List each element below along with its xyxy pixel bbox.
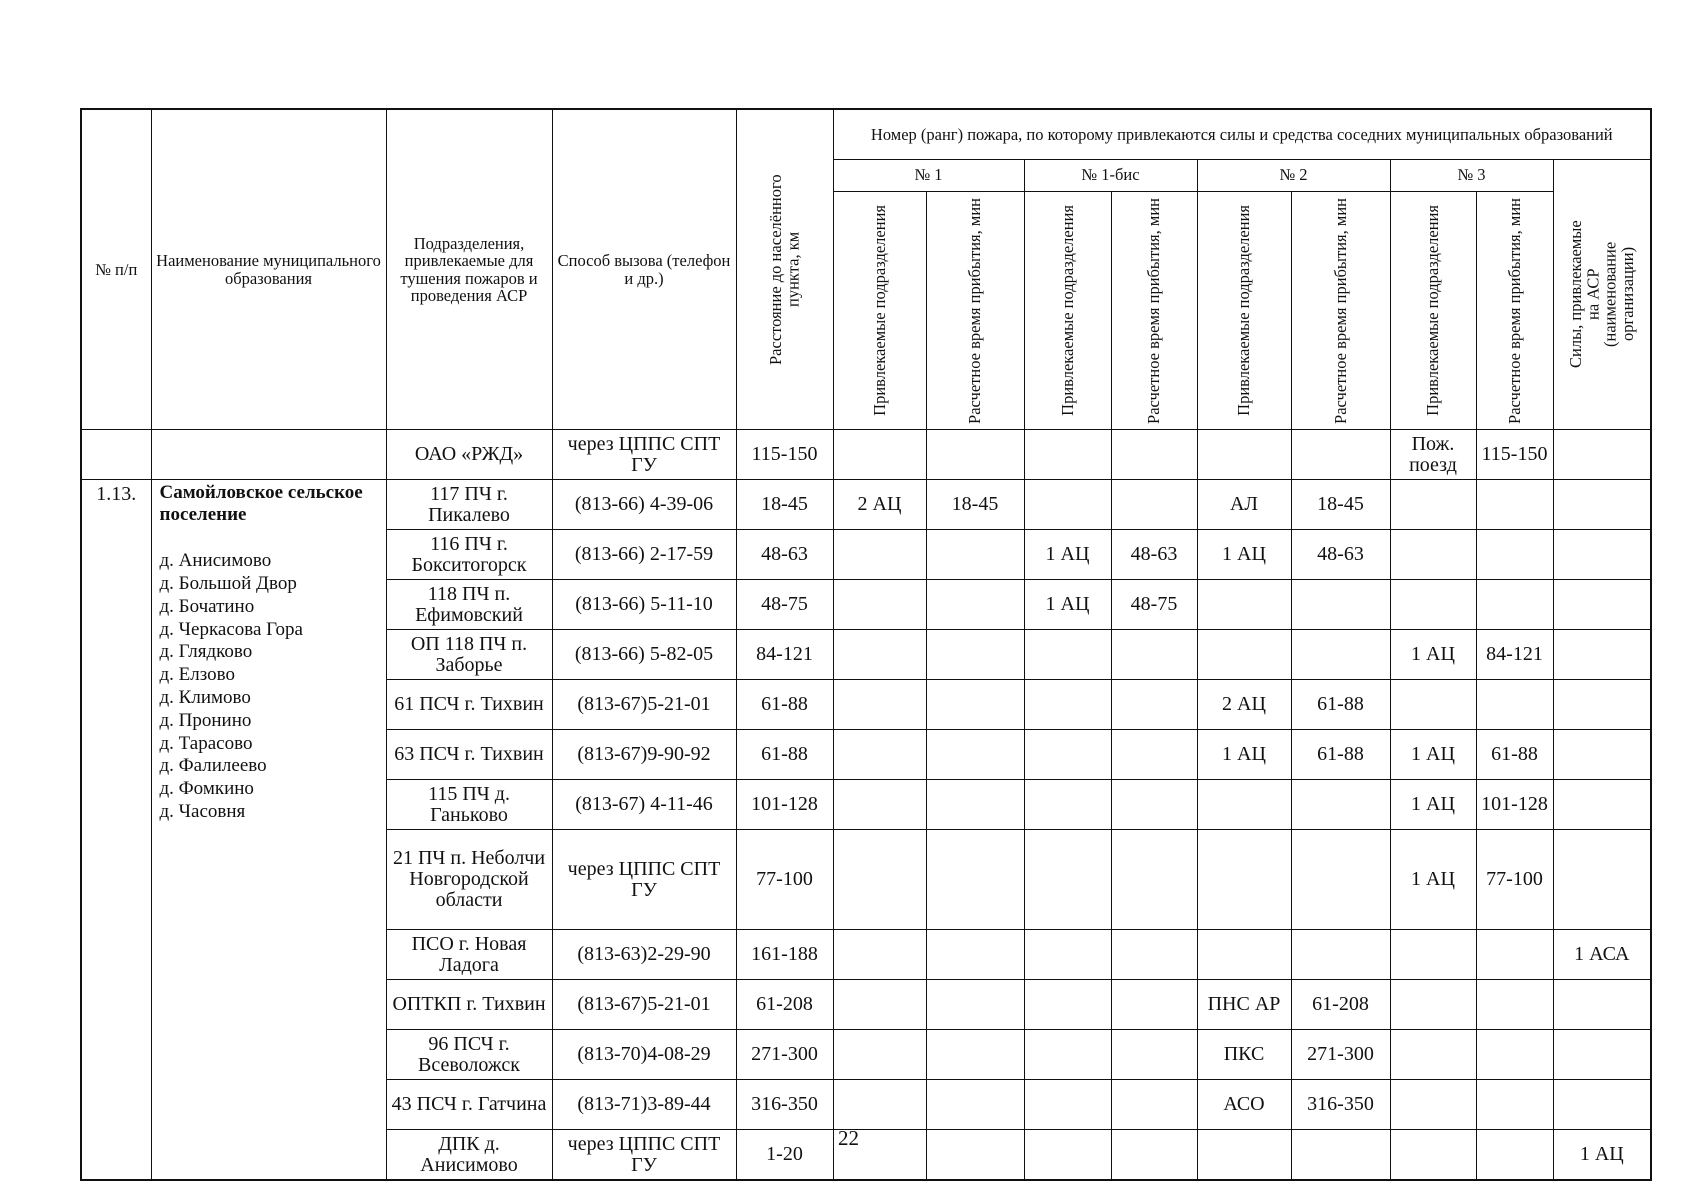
r3-time-header [1476,191,1553,430]
call-cell: (813-66) 2-17-59 [552,530,736,580]
r3-time-cell: 77-100 [1476,830,1553,930]
r1-units-cell [833,580,926,630]
r1b-units-cell [1024,1130,1111,1180]
municipality-cell [151,480,386,1180]
r2-units-cell [1197,580,1291,630]
village-item: д. Часовня [159,800,246,822]
sub-time-label: Расчетное время прибытия, мин [1504,197,1524,424]
empty-cell [1024,430,1111,480]
asr-cell [1553,730,1651,780]
r1b-time-cell: 48-75 [1111,580,1197,630]
call-cell: (813-66) 4-39-06 [552,480,736,530]
r2-units-cell: АСО [1197,1080,1291,1130]
village-item: д. Фомкино [159,778,254,800]
asr-cell [1553,630,1651,680]
r2-time-cell: 48-63 [1291,530,1390,580]
r1-units-cell [833,930,926,980]
village-item: д. Анисимово [159,550,272,572]
empty-cell [81,430,151,480]
distance-cell: 48-63 [736,530,833,580]
unit-cell: 61 ПСЧ г. Тихвин [386,680,552,730]
unit-cell: ОПТКП г. Тихвин [386,980,552,1030]
row-number: 1.13. [81,480,151,1180]
call-cell: через ЦППС СПТ ГУ [552,430,736,480]
r2-units-header [1197,191,1291,430]
r1-time-cell: 18-45 [926,480,1024,530]
unit-cell: 118 ПЧ п. Ефимовский [386,580,552,630]
sub-units-label: Привлекаемые подразделения [1057,205,1077,416]
r2-time-header [1291,191,1390,430]
call-cell: через ЦППС СПТ ГУ [552,1130,736,1180]
r1-units-cell [833,1080,926,1130]
r1-time-cell [926,1130,1024,1180]
r1-units-cell [833,680,926,730]
r1-time-cell [926,580,1024,630]
village-list [160,550,378,824]
sub-time-label: Расчетное время прибытия, мин [1144,197,1164,424]
village-item: д. Климово [159,686,251,708]
r2-time-cell: 271-300 [1291,1030,1390,1080]
village-item: д. Большой Двор [159,572,297,594]
unit-cell: 116 ПЧ г. Бокситогорск [386,530,552,580]
col-distance-header [736,109,833,430]
unit-cell: ПСО г. Новая Ладога [386,930,552,980]
asr-cell: 1 АЦ [1553,1130,1651,1180]
r3-units-cell [1390,1130,1476,1180]
r1b-time-cell [1111,480,1197,530]
r3-units-cell [1390,980,1476,1030]
r2-time-cell [1291,580,1390,630]
r2-time-cell [1291,1130,1390,1180]
empty-cell [1111,430,1197,480]
r1b-time-cell [1111,930,1197,980]
r2-units-cell [1197,830,1291,930]
distance-cell: 271-300 [736,1030,833,1080]
call-cell: (813-67)5-21-01 [552,980,736,1030]
r1b-time-cell [1111,630,1197,680]
r1b-time-cell [1111,680,1197,730]
distance-cell: 316-350 [736,1080,833,1130]
distance-cell: 115-150 [736,430,833,480]
call-cell: (813-70)4-08-29 [552,1030,736,1080]
distance-cell: 61-88 [736,730,833,780]
r1-time-cell [926,830,1024,930]
pre-row [81,430,1651,480]
distance-cell: 18-45 [736,480,833,530]
empty-cell [151,430,386,480]
village-item: д. Глядково [159,641,253,663]
village-item: д. Елзово [159,664,235,686]
page-number: 22 [838,1126,859,1150]
distance-cell: 61-208 [736,980,833,1030]
r3-units-cell [1390,530,1476,580]
col-call-header: Способ вызова (телефон и др.) [552,109,736,430]
r1b-units-cell [1024,730,1111,780]
unit-cell: 117 ПЧ г. Пикалево [386,480,552,530]
empty-cell [1197,430,1291,480]
r3-units-cell [1390,480,1476,530]
r1-units-cell [833,1030,926,1080]
r1b-units-cell [1024,1080,1111,1130]
asr-cell [1553,480,1651,530]
call-cell: (813-63)2-29-90 [552,930,736,980]
r1-time-cell [926,730,1024,780]
call-cell: (813-67) 4-11-46 [552,780,736,830]
col-name-header: Наименование муниципального образования [151,109,386,430]
distance-cell: 61-88 [736,680,833,730]
r2-units-cell [1197,930,1291,980]
r1-units-cell: 2 АЦ [833,480,926,530]
r2-time-cell: 18-45 [1291,480,1390,530]
r2-time-cell [1291,630,1390,680]
r1-units-cell [833,830,926,930]
r3-time-cell [1476,930,1553,980]
r1-units-cell [833,780,926,830]
r1-time-cell [926,930,1024,980]
r2-time-cell [1291,830,1390,930]
r1-units-cell [833,730,926,780]
r3-time-cell [1476,980,1553,1030]
distance-cell: 161-188 [736,930,833,980]
r3-units-cell [1390,1030,1476,1080]
r1b-units-cell: 1 АЦ [1024,580,1111,630]
village-item: д. Бочатино [159,595,255,617]
r1b-time-cell [1111,1130,1197,1180]
r2-units-cell: ПНС АР [1197,980,1291,1030]
r1-units-header [833,191,926,430]
asr-cell [1553,530,1651,580]
municipality-title: Самойловское сельское поселение [159,482,363,526]
rank-3-header: № 3 [1390,159,1553,191]
empty-cell [926,430,1024,480]
r3-units-cell: 1 АЦ [1390,830,1476,930]
r1b-units-cell [1024,980,1111,1030]
distance-cell: 77-100 [736,830,833,930]
r3-time-cell [1476,580,1553,630]
r1-time-cell [926,780,1024,830]
col-asr-label: Силы, привлекаемые на АСР (наименование организации) [1566,220,1638,369]
r3-units-cell: 1 АЦ [1390,780,1476,830]
r1b-units-header [1024,191,1111,430]
unit-cell: 115 ПЧ д. Ганьково [386,780,552,830]
call-cell: через ЦППС СПТ ГУ [552,830,736,930]
col-number-header: № п/п [81,109,151,430]
r1-time-cell [926,630,1024,680]
r3-time-cell: 101-128 [1476,780,1553,830]
unit-cell: ОАО «РЖД» [386,430,552,480]
rank-title-header: Номер (ранг) пожара, по которому привлекаются силы и средства соседних муниципальных образований [833,109,1651,159]
r1b-units-cell [1024,930,1111,980]
r1b-time-cell: 48-63 [1111,530,1197,580]
village-item: д. Пронино [159,709,252,731]
r2-time-cell: 316-350 [1291,1080,1390,1130]
sub-time-label: Расчетное время прибытия, мин [1330,197,1350,424]
r2-units-cell: 2 АЦ [1197,680,1291,730]
distance-cell: 84-121 [736,630,833,680]
table-row [81,480,1651,530]
r3-time-cell [1476,680,1553,730]
r1b-time-header [1111,191,1197,430]
r1b-units-cell [1024,780,1111,830]
sub-time-label: Расчетное время прибытия, мин [965,197,985,424]
r1b-time-cell [1111,780,1197,830]
r3-time-cell [1476,1030,1553,1080]
col-units-header: Подразделения, привлекаемые для тушения пожаров и проведения АСР [386,109,552,430]
r2-time-cell: 61-88 [1291,730,1390,780]
distance-cell: 1-20 [736,1130,833,1180]
unit-cell: 43 ПСЧ г. Гатчина [386,1080,552,1130]
r1-time-cell [926,530,1024,580]
village-item: д. Тарасово [159,732,253,754]
r2-units-cell: ПКС [1197,1030,1291,1080]
r3-time-cell [1476,1130,1553,1180]
col-distance-label: Расстояние до населённого пункта, км [766,174,803,366]
asr-cell [1553,830,1651,930]
sub-units-label: Привлекаемые подразделения [869,205,889,416]
r1b-time-cell [1111,830,1197,930]
unit-cell: ОП 118 ПЧ п. Заборье [386,630,552,680]
call-cell: (813-67)9-90-92 [552,730,736,780]
asr-cell [1553,980,1651,1030]
fire-forces-table [80,108,1652,1181]
r1-time-cell [926,1080,1024,1130]
r3-units-header [1390,191,1476,430]
r3-time-cell: 115-150 [1476,430,1553,480]
call-cell: (813-71)3-89-44 [552,1080,736,1130]
r3-time-cell [1476,1080,1553,1130]
sub-units-label: Привлекаемые подразделения [1234,205,1254,416]
r2-time-cell [1291,780,1390,830]
asr-cell [1553,1080,1651,1130]
r3-units-cell [1390,580,1476,630]
r3-units-cell: 1 АЦ [1390,730,1476,780]
asr-cell [1553,780,1651,830]
rank-1bis-header: № 1-бис [1024,159,1197,191]
r1b-time-cell [1111,730,1197,780]
r3-units-cell [1390,930,1476,980]
empty-cell [1291,430,1390,480]
col-asr-header [1553,159,1651,430]
r3-time-cell: 61-88 [1476,730,1553,780]
r1-time-cell [926,680,1024,730]
r1-time-cell [926,980,1024,1030]
unit-cell: ДПК д. Анисимово [386,1130,552,1180]
r2-units-cell [1197,1130,1291,1180]
village-item: д. Фалилеево [159,755,267,777]
r1b-units-cell [1024,480,1111,530]
call-cell: (813-66) 5-11-10 [552,580,736,630]
r3-units-cell: Пож. поезд [1390,430,1476,480]
unit-cell: 63 ПСЧ г. Тихвин [386,730,552,780]
r1-time-header [926,191,1024,430]
r3-time-cell [1476,530,1553,580]
r1b-units-cell: 1 АЦ [1024,530,1111,580]
asr-cell [1553,680,1651,730]
r1b-time-cell [1111,1080,1197,1130]
call-cell: (813-67)5-21-01 [552,680,736,730]
asr-cell: 1 АСА [1553,930,1651,980]
sub-units-label: Привлекаемые подразделения [1423,205,1443,416]
r1b-units-cell [1024,1030,1111,1080]
rank-2-header: № 2 [1197,159,1390,191]
r1-time-cell [926,1030,1024,1080]
r1b-units-cell [1024,830,1111,930]
empty-cell [1553,430,1651,480]
distance-cell: 48-75 [736,580,833,630]
village-item: д. Черкасова Гора [159,618,303,640]
header-row-1 [81,109,1651,159]
r2-units-cell [1197,780,1291,830]
r2-units-cell: 1 АЦ [1197,530,1291,580]
r1-units-cell [833,630,926,680]
r3-units-cell [1390,1080,1476,1130]
r2-units-cell: 1 АЦ [1197,730,1291,780]
asr-cell [1553,580,1651,630]
r2-units-cell: АЛ [1197,480,1291,530]
rank-1-header: № 1 [833,159,1024,191]
r3-time-cell [1476,480,1553,530]
r2-time-cell [1291,930,1390,980]
r2-time-cell: 61-88 [1291,680,1390,730]
call-cell: (813-66) 5-82-05 [552,630,736,680]
r1b-units-cell [1024,680,1111,730]
r1b-time-cell [1111,1030,1197,1080]
r1b-time-cell [1111,980,1197,1030]
r3-units-cell: 1 АЦ [1390,630,1476,680]
unit-cell: 21 ПЧ п. Неболчи Новгородской области [386,830,552,930]
r2-units-cell [1197,630,1291,680]
asr-cell [1553,1030,1651,1080]
r3-units-cell [1390,680,1476,730]
r2-time-cell: 61-208 [1291,980,1390,1030]
r3-time-cell: 84-121 [1476,630,1553,680]
r1-units-cell [833,530,926,580]
r1b-units-cell [1024,630,1111,680]
r1-units-cell [833,980,926,1030]
unit-cell: 96 ПСЧ г. Всеволожск [386,1030,552,1080]
distance-cell: 101-128 [736,780,833,830]
empty-cell [833,430,926,480]
